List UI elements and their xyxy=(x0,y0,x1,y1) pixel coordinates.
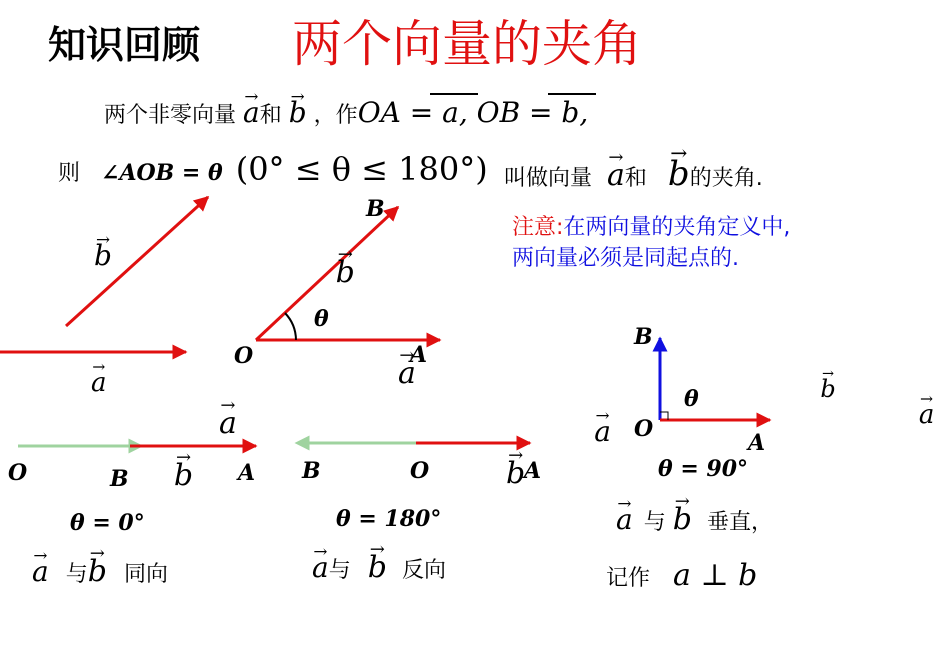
label-origin-opposite: O xyxy=(410,458,430,484)
label-a-perp: → a xyxy=(919,400,934,430)
theta-90: θ = 90° xyxy=(658,456,749,482)
then-word: 则 xyxy=(58,161,81,186)
label-b-free: → b xyxy=(94,239,112,272)
label-point-b-opposite: B xyxy=(302,458,321,484)
angle-equation: ∠AOB = θ xyxy=(101,160,223,186)
caption-perpendicular xyxy=(616,502,773,537)
label-a-angle: → a xyxy=(398,356,416,391)
vector-b-free xyxy=(66,197,208,326)
label-origin-same: O xyxy=(8,460,28,486)
cap-perp-formula: a ⊥ b xyxy=(673,558,758,593)
called-word: 叫做向量 xyxy=(504,166,593,191)
cap-a-perp: → a xyxy=(616,503,633,536)
vector-b-symbol-2: → b xyxy=(668,154,690,194)
label-point-b-same: B xyxy=(110,466,129,492)
label-theta-perp: θ xyxy=(684,386,699,412)
label-b-perp: → b xyxy=(820,375,835,403)
cap-same-tail: 同向 xyxy=(123,562,168,587)
note-text: 在两向量的夹角定义中,两向量必须是同起点的. xyxy=(512,215,791,271)
label-b-opposite: → b xyxy=(506,456,525,491)
caption-denote xyxy=(606,558,757,593)
caption-same-direction xyxy=(32,554,168,589)
topic-title: 两个向量的夹角 xyxy=(292,15,642,73)
and-word: 和 xyxy=(259,103,282,128)
angle-of-word: 的夹角. xyxy=(689,166,763,191)
definition-prefix: 两个非零向量 xyxy=(104,103,237,128)
vector-a-symbol-2: → a xyxy=(607,158,625,193)
label-point-a-perp: A xyxy=(748,430,766,456)
cap-with-perp: 与 xyxy=(643,510,666,535)
label-point-b: B xyxy=(366,196,385,222)
cap-b-perp: → b xyxy=(673,502,692,537)
cap-b-same: → b xyxy=(88,554,107,589)
vector-b-symbol: → b xyxy=(289,96,307,129)
comma-make: ，作 xyxy=(313,103,358,128)
label-a-free: → a xyxy=(91,368,107,398)
cap-perp-tail: 垂直， xyxy=(706,510,773,535)
label-point-a: A xyxy=(410,342,428,368)
label-point-b-perp: B xyxy=(634,324,653,350)
caption-opposite-direction xyxy=(312,550,446,585)
label-a-same: → a xyxy=(219,406,237,441)
cap-with-opp: 与 xyxy=(328,558,351,583)
cap-denote-word: 记作 xyxy=(606,566,651,591)
angle-arc xyxy=(285,313,296,340)
theta-zero: θ = 0° xyxy=(70,510,145,536)
section-title: 知识回顾 xyxy=(48,23,201,67)
cap-opp-tail: 反向 xyxy=(401,558,446,583)
label-point-a-same: A xyxy=(238,460,256,486)
label-b-same: → b xyxy=(174,458,193,493)
note-label: 注意: xyxy=(512,215,564,240)
and-word-2: 和 xyxy=(624,166,647,191)
cap-a-same: → a xyxy=(32,555,49,588)
label-theta: θ xyxy=(314,306,329,332)
theta-180: θ = 180° xyxy=(336,506,442,532)
vector-a-symbol: → a xyxy=(243,96,260,129)
label-origin-perp: O xyxy=(634,416,654,442)
label-b-angle: → b xyxy=(336,255,355,290)
label-origin: O xyxy=(234,343,254,369)
label-a-opposite: → a xyxy=(594,415,611,448)
angle-range: (0° ≤ θ ≤ 180°) xyxy=(235,150,488,188)
label-point-a-opposite: A xyxy=(524,458,542,484)
definition-formula: OA = a, OB = b, xyxy=(357,96,589,129)
cap-a-opp: → a xyxy=(312,551,329,584)
cap-b-opp: → b xyxy=(368,550,387,585)
cap-with-same: 与 xyxy=(65,562,88,587)
